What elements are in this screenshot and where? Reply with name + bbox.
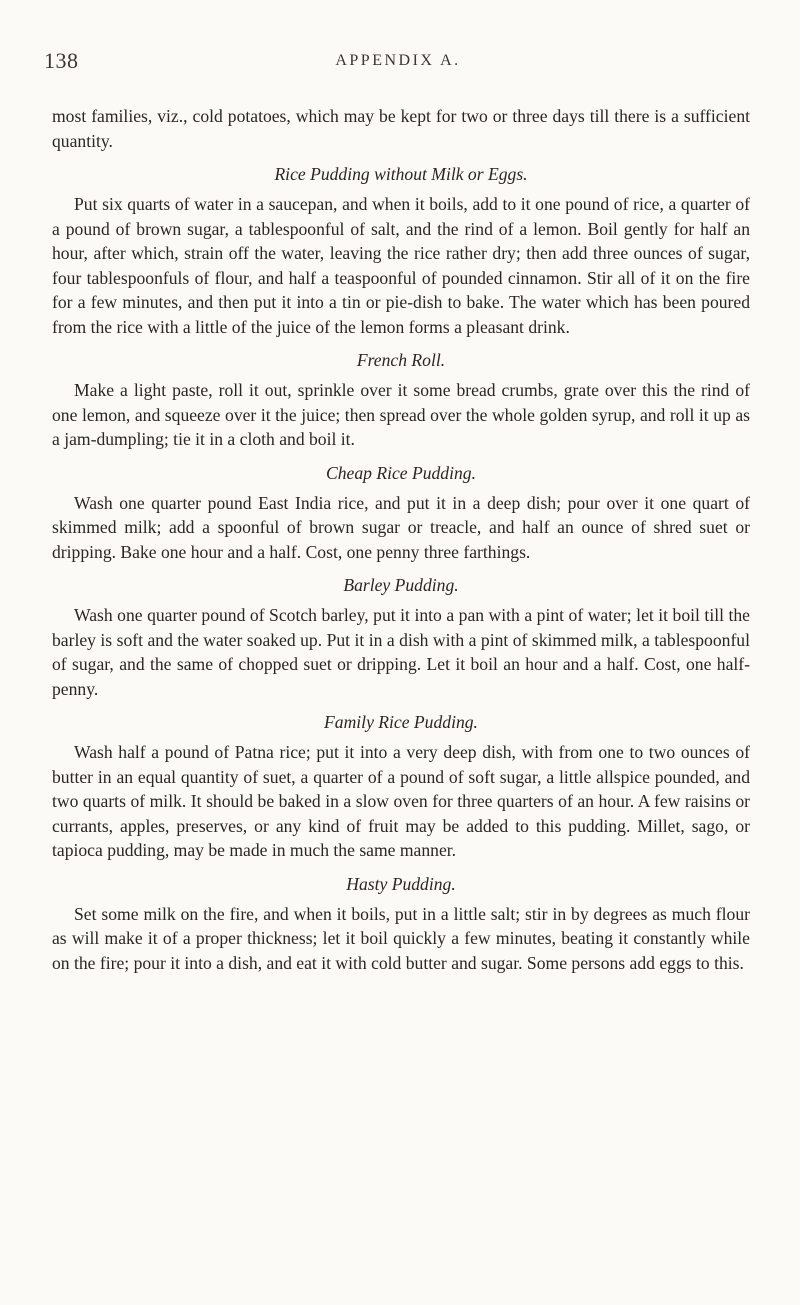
recipe-hasty-pudding (52, 872, 750, 976)
recipe-title: Rice Pudding without Milk or Eggs. (274, 164, 528, 184)
recipe-text: Make a light paste, roll it out, sprinkle over it some bread crumbs, grate over this the rind of one lemon, and squeeze over it the juice; then spread over the whole golden syrup, and roll it up as a jam-dumpling; tie it in a cloth and boil it. (52, 380, 750, 449)
recipe-text: Wash one quarter pound East India rice, and put it in a deep dish; pour over it one quart of skimmed milk; add a spoonful of brown sugar or treacle, and half an ounce of shred suet or dripping. Bake one hour and a half. Cost, one penny three farthings. (52, 492, 750, 562)
intro-paragraph: most families, viz., cold potatoes, which may be kept for two or three days till there is a sufficient quantity. (52, 106, 750, 151)
recipe-title: Barley Pudding. (343, 575, 459, 595)
running-title: APPENDIX A. (335, 52, 461, 69)
recipe-title: Hasty Pudding. (346, 873, 456, 894)
recipe-title: Cheap Rice Pudding. (325, 462, 476, 483)
recipe-title: Family Rice Pudding. (324, 712, 478, 732)
recipe-text: Put six quarts of water in a saucepan, and when it boils, add to it one pound of rice, a quarter of a pound of brown sugar, a tablespoonful of salt, and the rind of a lemon. Boil gently for half an hour, after which, strain off the water, leaving the rice rather dry; then add three ounces of sugar, four tablespoonfuls of flour, and half a teaspoonful of pounded cinnamon. Stir all of it on the fire for a few minutes, and then put it into a tin or pie-dish to bake. The water which has been poured from the rice with a little of the juice of the lemon forms a pleasant drink. (52, 194, 750, 337)
recipe-text: Wash one quarter pound of Scotch barley, put it into a pan with a pint of water; let it boil till the barley is soft and the water soaked up. Put it in a dish with a pint of skimmed milk, a tablespoonful of sugar, and the same of chopped suet or dripping. Let it boil an hour and a half. Cost, one half-penny. (52, 605, 750, 699)
recipe-text: Set some milk on the fire, and when it boils, put in a little salt; stir in by degrees as much flour as will make it of a proper thickness; let it boil quickly a few minutes, beating it constantly while on the fire; pour it into a dish, and eat it with cold butter and sugar. Some persons add eggs to this. (52, 903, 750, 973)
recipe-family-rice-pudding (52, 710, 750, 863)
page-number: 138 (44, 48, 79, 73)
recipe-cheap-rice-pudding (52, 461, 750, 565)
running-head (36, 48, 760, 76)
recipe-barley-pudding (52, 573, 750, 701)
recipe-text: Wash half a pound of Patna rice; put it into a very deep dish, with from one to two ounces of butter in an equal quantity of suet, a quarter of a pound of soft sugar, a little allspice pounded, and two quarts of milk. It should be baked in a slow oven for three quarters of an hour. A few raisins or currants, apples, preserves, or any kind of fruit may be added to this pudding. Millet, sago, or tapioca pudding, may be made in much the same manner. (52, 742, 750, 860)
page-body (52, 104, 750, 975)
recipe-title: French Roll. (356, 350, 446, 370)
recipe-french-roll (52, 348, 750, 452)
recipe-rice-pudding-without-milk (52, 162, 750, 339)
